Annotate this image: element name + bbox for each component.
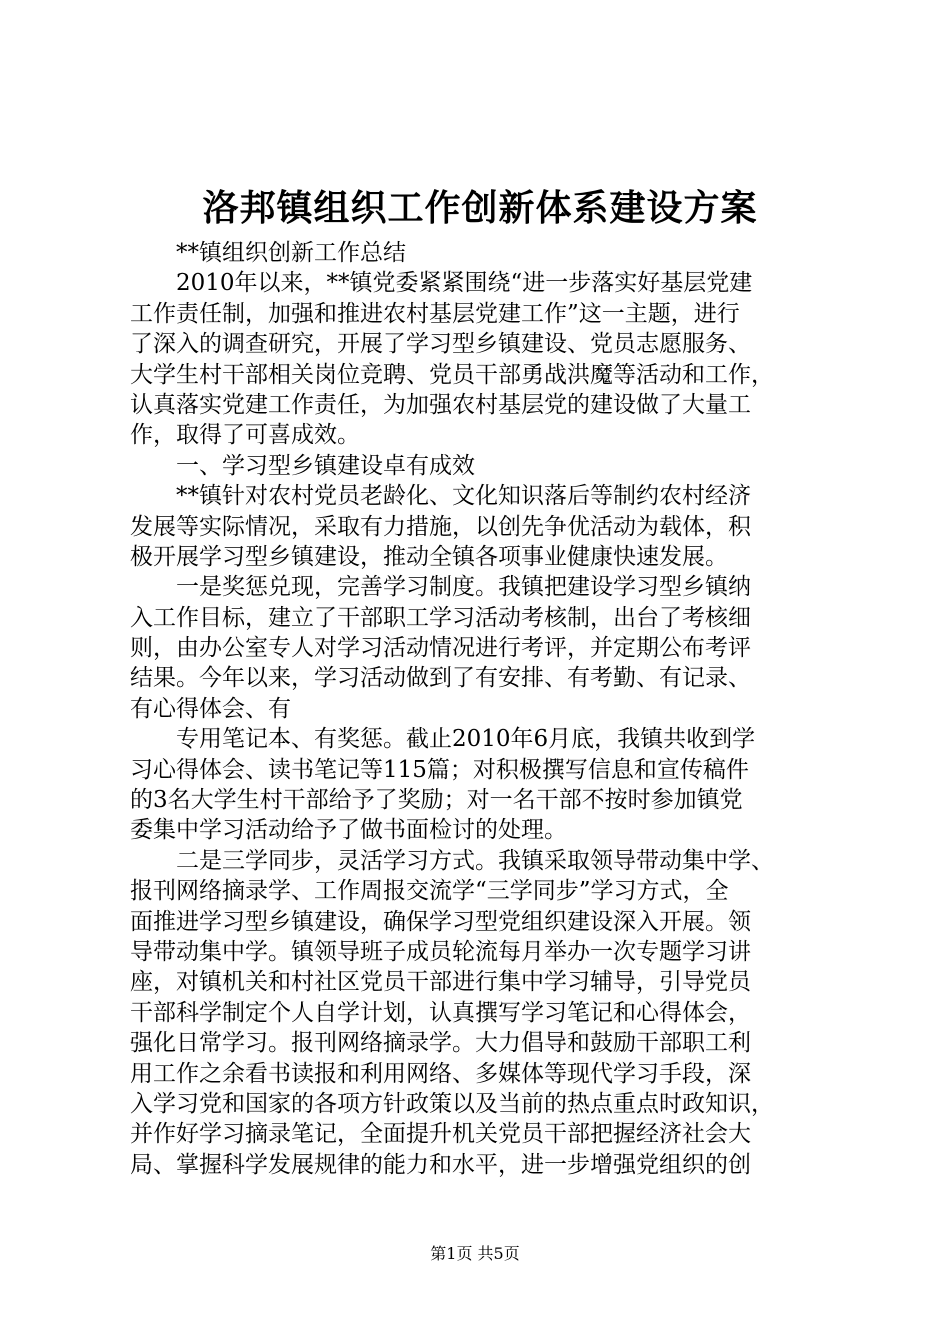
paragraph-line: 导带动集中学。镇领导班子成员轮流每月举办一次专题学习讲 xyxy=(130,938,751,965)
paragraph-line: 座，对镇机关和村社区党员干部进行集中学习辅导，引导党员 xyxy=(130,969,751,996)
paragraph-line: 大学生村干部相关岗位竞聘、党员干部勇战洪魔等活动和工作， xyxy=(130,361,774,388)
paragraph-line: 习心得体会、读书笔记等115篇；对积极撰写信息和宣传稿件 xyxy=(130,756,749,783)
paragraph-line: 有心得体会、有 xyxy=(130,695,291,722)
paragraph-line: 的3名大学生村干部给予了奖励；对一名干部不按时参加镇党 xyxy=(130,787,743,814)
paragraph-line: 专用笔记本、有奖惩。截止2010年6月底，我镇共收到学 xyxy=(176,726,756,753)
document-title: 洛邦镇组织工作创新体系建设方案 xyxy=(202,187,758,229)
document-body xyxy=(130,238,830,1180)
paragraph-line: 入工作目标，建立了干部职工学习活动考核制，出台了考核细 xyxy=(130,604,751,631)
paragraph-line: 报刊网络摘录学、工作周报交流学“三学同步”学习方式，全 xyxy=(130,878,729,905)
paragraph-line: 工作责任制，加强和推进农村基层党建工作”这一主题，进行 xyxy=(130,300,740,327)
paragraph-line: 了深入的调查研究，开展了学习型乡镇建设、党员志愿服务、 xyxy=(130,331,751,358)
page-footer: 第1页 共5页 xyxy=(430,1244,520,1263)
paragraph-line: **镇针对农村党员老龄化、文化知识落后等制约农村经济 xyxy=(176,483,751,510)
paragraph-line: 一是奖惩兑现，完善学习制度。我镇把建设学习型乡镇纳 xyxy=(176,574,751,601)
paragraph-line: 作，取得了可喜成效。 xyxy=(130,422,360,449)
paragraph-line: 委集中学习活动给予了做书面检讨的处理。 xyxy=(130,817,567,844)
paragraph-line: 入学习党和国家的各项方针政策以及当前的热点重点时政知识， xyxy=(130,1090,774,1117)
paragraph-line: 2010年以来，**镇党委紧紧围绕“进一步落实好基层党建 xyxy=(176,270,753,297)
paragraph-line: 干部科学制定个人自学计划，认真撰写学习笔记和心得体会， xyxy=(130,999,751,1026)
paragraph-line: 用工作之余看书读报和利用网络、多媒体等现代学习手段，深 xyxy=(130,1060,751,1087)
paragraph-line: 发展等实际情况，采取有力措施，以创先争优活动为载体，积 xyxy=(130,513,751,540)
paragraph-line: 二是三学同步，灵活学习方式。我镇采取领导带动集中学、 xyxy=(176,847,774,874)
paragraph-line: 结果。今年以来，学习活动做到了有安排、有考勤、有记录、 xyxy=(130,665,751,692)
paragraph-line: 并作好学习摘录笔记，全面提升机关党员干部把握经济社会大 xyxy=(130,1121,751,1148)
paragraph-line: 认真落实党建工作责任，为加强农村基层党的建设做了大量工 xyxy=(130,391,751,418)
subtitle-line: **镇组织创新工作总结 xyxy=(176,240,406,266)
paragraph-line: 局、掌握科学发展规律的能力和水平，进一步增强党组织的创 xyxy=(130,1151,751,1178)
paragraph-line: 强化日常学习。报刊网络摘录学。大力倡导和鼓励干部职工利 xyxy=(130,1030,751,1057)
paragraph-line: 极开展学习型乡镇建设，推动全镇各项事业健康快速发展。 xyxy=(130,543,728,570)
paragraph-line: 则，由办公室专人对学习活动情况进行考评，并定期公布考评 xyxy=(130,635,751,662)
paragraph-line: 面推进学习型乡镇建设，确保学习型党组织建设深入开展。领 xyxy=(130,908,751,935)
section-heading: 一、学习型乡镇建设卓有成效 xyxy=(176,452,475,479)
